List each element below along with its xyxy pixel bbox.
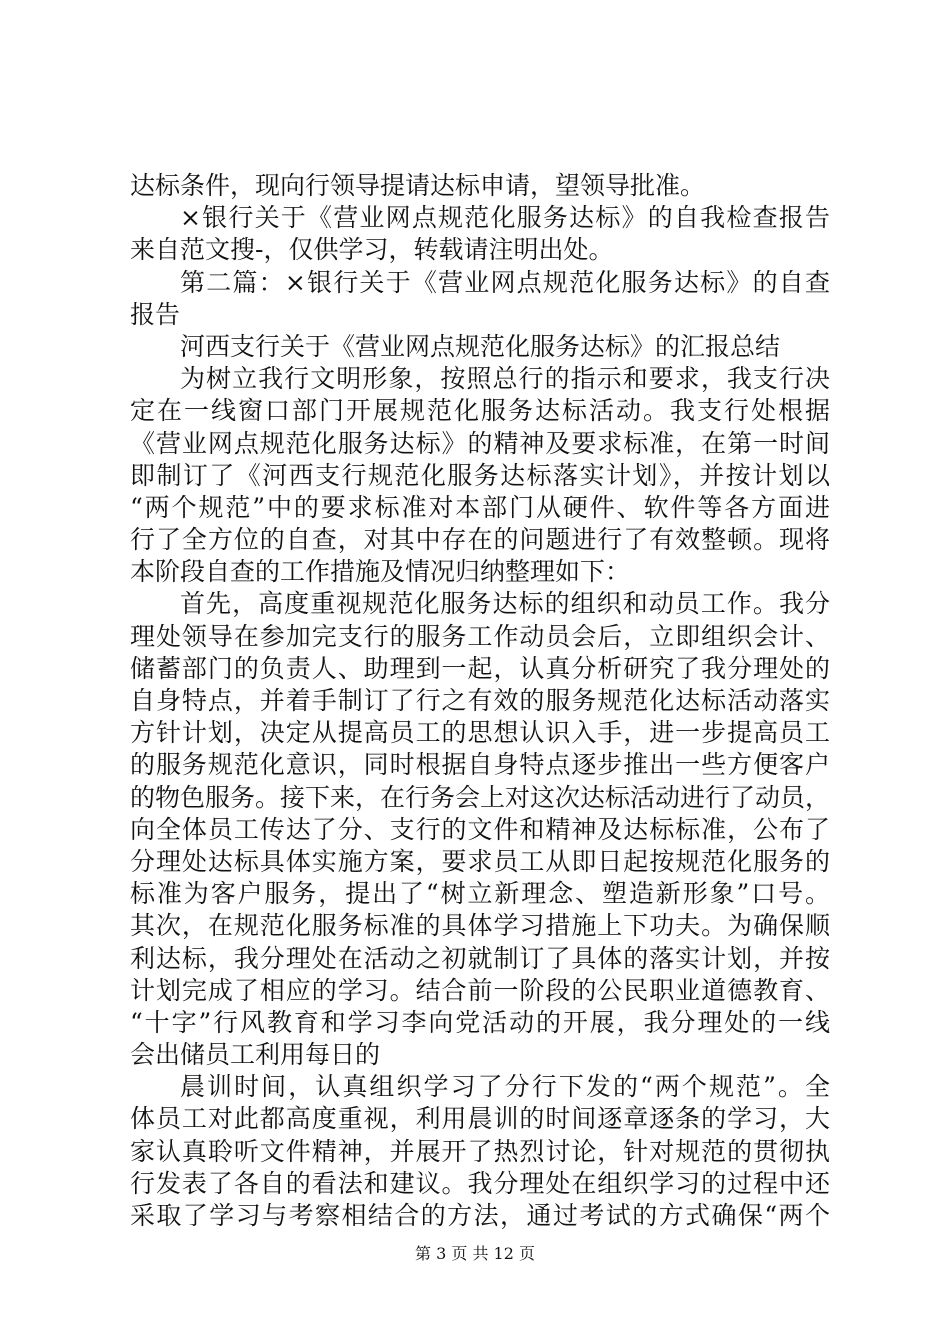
text-line: 会出储员工利用每日的 [130,1040,381,1070]
text-line: 计划完成了相应的学习。结合前一阶段的公民职业道德教育、 [130,975,830,1005]
text-line: 行发表了各自的看法和建议。我分理处在组织学习的过程中还 [130,1168,830,1198]
text-line: 方针计划，决定从提高员工的思想认识入手，进一步提高员工 [130,718,830,748]
text-line: 的服务规范化意识，同时根据自身特点逐步推出一些方便客户 [130,750,830,780]
text-line: 第二篇：×银行关于《营业网点规范化服务达标》的自查 [180,267,830,297]
text-line: 分理处达标具体实施方案，要求员工从即日起按规范化服务的 [130,846,830,876]
text-line: “两个规范”中的要求标准对本部门从硬件、软件等各方面进 [130,492,830,522]
text-line: 来自范文搜-，仅供学习，转载请注明出处。 [130,235,614,265]
text-line: “十字”行风教育和学习李向党活动的开展，我分理处的一线 [130,1007,830,1037]
text-line: 达标条件，现向行领导提请达标申请，望领导批准。 [130,171,706,200]
text-line: 利达标，我分理处在活动之初就制订了具体的落实计划，并按 [130,943,830,973]
text-line: 体员工对此都高度重视，利用晨训的时间逐章逐条的学习，大 [130,1104,830,1134]
text-line: 《营业网点规范化服务达标》的精神及要求标准，在第一时间 [130,428,830,458]
text-line: 即制订了《河西支行规范化服务达标落实计划》，并按计划以 [130,460,830,490]
text-line: ×银行关于《营业网点规范化服务达标》的自我检查报告 [180,203,830,233]
text-line: 储蓄部门的负责人、助理到一起，认真分析研究了我分理处的 [130,653,830,683]
text-line: 采取了学习与考察相结合的方法，通过考试的方式确保“两个 [130,1201,830,1230]
text-line: 报告 [130,299,181,329]
text-line: 河西支行关于《营业网点规范化服务达标》的汇报总结 [180,331,781,361]
text-line: 自身特点，并着手制订了行之有效的服务规范化达标活动落实 [130,686,830,715]
text-line: 晨训时间，认真组织学习了分行下发的“两个规范”。全 [180,1072,830,1102]
text-line: 的物色服务。接下来，在行务会上对这次达标活动进行了动员， [130,782,830,812]
text-line: 本阶段自查的工作措施及情况归纳整理如下： [130,557,631,587]
text-line: 标准为客户服务，提出了“树立新理念、塑造新形象”口号。 [130,879,830,909]
text-line: 行了全方位的自查，对其中存在的问题进行了有效整顿。现将 [130,525,830,555]
text-line: 首先，高度重视规范化服务达标的组织和动员工作。我分 [180,589,830,619]
text-line: 为树立我行文明形象，按照总行的指示和要求，我支行决 [180,364,830,394]
text-line: 其次，在规范化服务标准的具体学习措施上下功夫。为确保顺 [130,911,830,941]
text-line: 向全体员工传达了分、支行的文件和精神及达标标准，公布了 [130,814,830,844]
page-footer: 第 3 页 共 12 页 [415,1244,535,1263]
text-line: 定在一线窗口部门开展规范化服务达标活动。我支行处根据 [130,396,830,426]
text-line: 家认真聆听文件精神，并展开了热烈讨论，针对规范的贯彻执 [130,1136,830,1166]
document-body [130,170,830,1232]
text-line: 理处领导在参加完支行的服务工作动员会后，立即组织会计、 [130,621,830,651]
